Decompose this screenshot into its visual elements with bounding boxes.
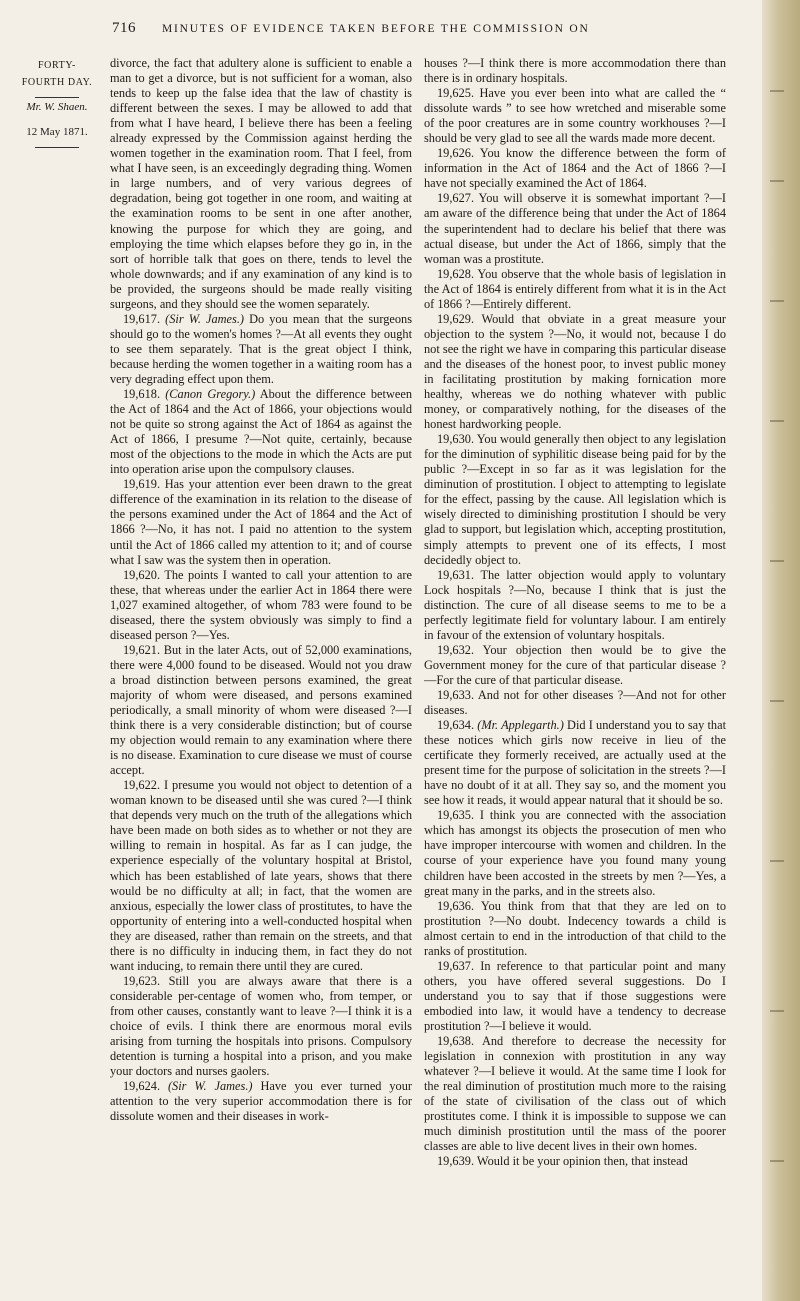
paragraph-text: Your objection then would be to give the Government money for the cure of that particular disease ?—For the cure of that particular disease. — [424, 642, 726, 687]
paragraph-text: divorce, the fact that adultery alone is sufficient to enable a man to get a divorce, but is not sufficient for a woman, also tends to keep up the false idea that the law of chastity is different between the sexes. I may be allowed to add that from what I have heard, I believe there has been a feeling already expressed by the Commission against herding the women together in the examination room. That I feel, from what I have seen, is an exceedingly degrading thing. Women in large numbers, and of very various degrees of degradation, being got together in one room, and waiting at the examination rooms to be sent in one after another, knowing the purpose for which they are going, and employing the time which elapses before they go in, in the sort of horrible talk that goes on there, tends to level the whole downwards; and if any examination of any kind is to be provided, the surgeons should be made really visiting surgeons, and they should see the women separately. — [110, 56, 412, 311]
question-paragraph — [424, 191, 726, 266]
question-paragraph — [424, 643, 726, 688]
question-number: 19,628. — [437, 266, 475, 281]
paragraph-text: Did I understand you to say that these notices which girls now receive in lieu of the certificate they formerly received, are actually used at the present time for the purpose of solicitation in the streets ?—I have no doubt of it at all. They say so, and the moment you see how it reads, it would appear natural that it should be so. — [424, 718, 726, 808]
question-paragraph — [110, 778, 412, 974]
question-number: 19,619. — [123, 477, 161, 492]
sidenote-rule — [35, 97, 79, 98]
margin-sidenote — [18, 57, 96, 148]
speaker-name: (Sir W. James.) — [165, 311, 245, 326]
question-paragraph — [424, 146, 726, 191]
question-number: 19,633. — [437, 687, 475, 702]
paragraph-text: Would it be your opinion then, that instead — [476, 1154, 688, 1169]
question-paragraph — [424, 718, 726, 808]
paragraph-text: You think from that that they are led on to prostitution ?—No doubt. Indecency towards a child is almost certain to end in the introduction of that child to the ranks of prostitution. — [424, 898, 726, 958]
question-paragraph — [424, 688, 726, 718]
sidenote-day-label-1: FORTY- — [37, 60, 76, 71]
sidenote-date: 12 May 1871. — [26, 126, 88, 138]
paragraph-text: The points I wanted to call your attention to are these, that whereas under the earlier Act in 1864 there were 1,027 examined altogether, of whom 783 were found to be diseased, there the system obviously was simply to find a diseased person ?—Yes. — [110, 567, 412, 642]
question-number: 19,622. — [123, 778, 161, 793]
question-paragraph — [424, 1154, 726, 1169]
speaker-name: (Mr. Applegarth.) — [477, 718, 564, 733]
sidenote-rule-bottom — [35, 147, 79, 148]
running-title: MINUTES OF EVIDENCE TAKEN BEFORE THE COMMISSION ON — [162, 23, 590, 35]
question-number: 19,634. — [437, 718, 475, 733]
question-paragraph — [424, 808, 726, 898]
right-text-column — [424, 56, 726, 1294]
question-number: 19,632. — [437, 642, 475, 657]
adjacent-page-edge — [762, 0, 800, 1301]
question-paragraph — [424, 86, 726, 146]
question-paragraph — [424, 568, 726, 643]
question-number: 19,617. — [123, 311, 161, 326]
paragraph-text: I presume you would not object to detention of a woman known to be diseased until she was cured ?—I think that depends very much on the truth of the allegations which have been made on both sides as to whether or not they are willing to remain in hospital. As far as I can judge, the experience especially of the voluntary hospital at Bristol, which has been established of late years, shows that there would be no difficulty at all; in fact, that the women are anxious, especially the lower class of prostitutes, to have the opportunity of entering into a well-conducted hospital when they are diseased, rather than remain on the streets, and that there is no difficulty in inducing them, in fact they do not want inducing, to remain there until they are cured. — [110, 778, 412, 973]
question-paragraph — [110, 477, 412, 567]
paragraph-text: About the difference between the Act of 1864 and the Act of 1866, your objections would not be quite so strong against the Act of 1864 as against the Act of 1866, I presume ?—Not quite, certainly, because most of the objections to the mode in which the Acts are put into operation arise upon the compulsory clauses. — [110, 387, 412, 477]
paragraph-text: You will observe it is somewhat important ?—I am aware of the difference being that under the Act of 1864 the superintendent had to declare his belief that there was actual disease, but under the Act of 1866, simply that the woman was a prostitute. — [424, 191, 726, 266]
continued-paragraph — [110, 56, 412, 312]
question-number: 19,620. — [123, 567, 161, 582]
paragraph-text: You would generally then object to any legislation for the diminution of syphilitic disease being paid for by the public ?—Except in so far as it was legislation for the diminution of prostitution. I object to attempting to legislate for the effect, passing by the cause. All legislation which is wisely directed to diminishing prostitution I should be very glad to support, but legislation which, accepting prostitution, simply attempts to prevent one of its effects, I most decidedly object to. — [424, 432, 726, 567]
question-number: 19,618. — [123, 387, 161, 402]
paragraph-text: Has your attention ever been drawn to the great difference of the examination in its relation to the disease of the persons examined under the Act of 1864 and the Act of 1866 ?—No, it has not. I paid no attention to the system until the Act of 1866 called my attention to it; and of course what I saw was the system then in operation. — [110, 477, 412, 567]
paragraph-text: houses ?—I think there is more accommodation there than there is in ordinary hospitals. — [424, 56, 726, 86]
paragraph-text: But in the later Acts, out of 52,000 examinations, there were 4,000 found to be diseased. Would not you draw a broad distinction between persons examined, the great majority of whom were diseased, and persons examined periodically, a small minority of whom were diseased ?—I think there is a very considerable distinction; but of course my objection would remain to any examination where there is no disease. Examination to cure disease we must of course accept. — [110, 642, 412, 778]
question-paragraph — [424, 267, 726, 312]
paragraph-text: I think you are connected with the association which has amongst its objects the prosecution of men who have improper intercourse with women and children. In the course of your experience have you found many young children have been accosted in the streets by men ?—Yes, a great many in the parks, and in the streets also. — [424, 808, 726, 898]
page-number: 716 — [112, 20, 136, 36]
question-number: 19,630. — [437, 432, 475, 447]
sidenote-witness: Mr. W. Shaen. — [26, 101, 88, 113]
question-number: 19,621. — [123, 642, 161, 657]
question-paragraph — [424, 899, 726, 959]
question-number: 19,624. — [123, 1079, 161, 1094]
question-paragraph — [424, 432, 726, 567]
question-number: 19,636. — [437, 898, 475, 913]
question-paragraph — [424, 959, 726, 1034]
paragraph-text: You know the difference between the form of information in the Act of 1864 and the Act of 1866 ?—I have not specially examined the Act of 1864. — [424, 146, 726, 191]
continued-paragraph — [424, 56, 726, 86]
page-header — [0, 20, 800, 44]
sidenote-day-label-2: FOURTH DAY. — [21, 77, 93, 88]
paragraph-text: The latter objection would apply to voluntary Lock hospitals ?—No, because I think that is just the distinction. The cure of all disease seems to me to be a perfectly legitimate field for voluntary labour. I am entirely in favour of the extension of voluntary hospitals. — [424, 567, 726, 642]
question-number: 19,637. — [437, 958, 475, 973]
question-number: 19,635. — [437, 808, 475, 823]
paragraph-text: You observe that the whole basis of legislation in the Act of 1864 is entirely different from what it is in the Act of 1866 ?—Entirely different. — [424, 266, 726, 311]
paragraph-text: And not for other diseases ?—And not for other diseases. — [424, 687, 726, 718]
question-paragraph — [110, 312, 412, 387]
question-paragraph — [110, 643, 412, 778]
question-number: 19,629. — [437, 311, 475, 326]
question-number: 19,626. — [437, 146, 475, 161]
question-number: 19,623. — [123, 973, 161, 988]
paragraph-text: Have you ever turned your attention to the very superior accommodation there is for dissolute women and their diseases in work- — [110, 1079, 412, 1124]
question-paragraph — [424, 312, 726, 432]
paragraph-text: Still you are always aware that there is a considerable per-centage of women who, from temper, or from other causes, constantly want to leave ?—I think it is a choice of evils. I think there are enormous moral evils arising from turning the hospitals into prisons. Compulsory detention is turning a hospital into a prison, and you make your doctors and nurses gaolers. — [110, 973, 412, 1079]
paragraph-text: Would that obviate in a great measure your objection to the system ?—No, it would not, because I do not see the right we have in comparing this particular disease and the diseases of the honest poor, to invest public money in facilitating prostitution by making fornication more healthy, whereas we do nothing whatever with public money, or comparatively nothing, for the diseases of the honest hardworking people. — [424, 311, 726, 432]
question-paragraph — [110, 974, 412, 1079]
paragraph-text: And therefore to decrease the necessity for legislation in connexion with prostitution in any way whatever ?—I believe it would. At the same time I look for the real diminution of prostitution much more to the raising of the state of civilisation of the class out of which prostitutes come. I think it is impossible to suppose we can much diminish prostitution until the mass of the poorer classes are able to live decent lives in their own homes. — [424, 1034, 726, 1154]
question-number: 19,639. — [437, 1154, 475, 1169]
question-paragraph — [110, 387, 412, 477]
question-paragraph — [110, 1079, 412, 1124]
question-number: 19,625. — [437, 86, 475, 101]
paragraph-text: Have you ever been into what are called the “ dissolute wards ” to see how wretched and miserable some of the poor creatures are in some country workhouses ?—I should be very glad to see all the wards made more decent. — [424, 86, 726, 146]
speaker-name: (Sir W. James.) — [167, 1079, 253, 1094]
question-number: 19,638. — [437, 1034, 475, 1049]
question-paragraph — [110, 568, 412, 643]
paragraph-text: In reference to that particular point and many others, you have offered several suggestions. Do I understand you to say that if those suggestions were embodied into law, it would have a tendency to decrease prostitution ?—I believe it would. — [424, 958, 726, 1033]
question-number: 19,627. — [437, 191, 475, 206]
question-paragraph — [424, 1034, 726, 1154]
paragraph-text: Do you mean that the surgeons should go to the women's homes ?—At all events they ought to see them separately. That is the great object I think, because herding the women together in a waiting room has a very degrading effect upon them. — [110, 311, 412, 386]
speaker-name: (Canon Gregory.) — [165, 387, 256, 402]
left-text-column — [110, 56, 412, 1294]
question-number: 19,631. — [437, 567, 475, 582]
